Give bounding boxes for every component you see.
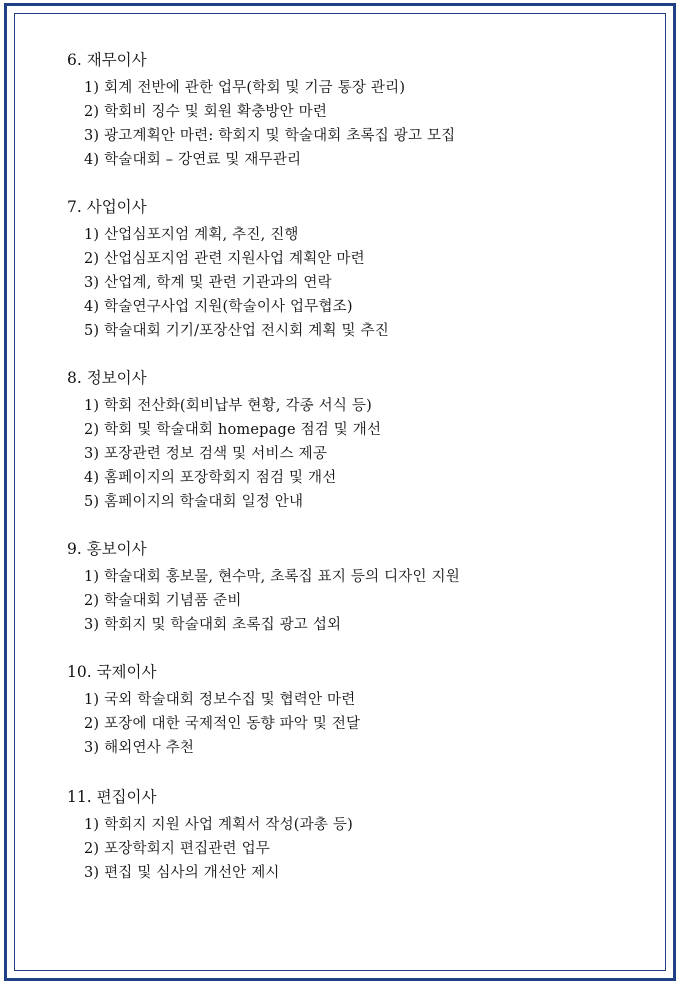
list-item: 2) 학회비 징수 및 회원 확충방안 마련 (84, 104, 328, 120)
list-item: 2) 산업심포지엄 관련 지원사업 계획안 마련 (84, 251, 365, 267)
section-heading: 7. 사업이사 (67, 198, 147, 216)
list-item: 1) 회계 전반에 관한 업무(학회 및 기금 통장 관리) (84, 80, 406, 96)
list-item: 3) 포장관련 정보 검색 및 서비스 제공 (84, 446, 328, 462)
section-heading: 9. 홍보이사 (67, 540, 147, 558)
list-item: 4) 학술연구사업 지원(학술이사 업무협조) (84, 299, 353, 315)
list-item: 2) 학회 및 학술대회 homepage 점검 및 개선 (84, 422, 382, 438)
section-heading: 6. 재무이사 (67, 51, 147, 69)
list-item: 2) 포장에 대한 국제적인 동향 파악 및 전달 (84, 716, 361, 732)
section-heading: 8. 정보이사 (67, 369, 147, 387)
list-item: 3) 산업계, 학계 및 관련 기관과의 연락 (84, 275, 332, 291)
section-heading: 10. 국제이사 (67, 663, 157, 681)
list-item: 3) 편집 및 심사의 개선안 제시 (84, 865, 280, 881)
list-item: 2) 학술대회 기념품 준비 (84, 593, 242, 609)
list-item: 2) 포장학회지 편집관련 업무 (84, 841, 270, 857)
list-item: 1) 학회지 지원 사업 계획서 작성(과총 등) (84, 817, 353, 833)
list-item: 4) 학술대회 – 강연료 및 재무관리 (84, 152, 302, 168)
list-item: 1) 학술대회 홍보물, 현수막, 초록집 표지 등의 디자인 지원 (84, 569, 460, 585)
list-item: 3) 광고계획안 마련: 학회지 및 학술대회 초록집 광고 모집 (84, 128, 456, 144)
list-item: 5) 학술대회 기기/포장산업 전시회 계획 및 추진 (84, 323, 389, 339)
list-item: 5) 홈페이지의 학술대회 일정 안내 (84, 494, 304, 510)
list-item: 4) 홈페이지의 포장학회지 점검 및 개선 (84, 470, 337, 486)
list-item: 1) 학회 전산화(회비납부 현황, 각종 서식 등) (84, 398, 372, 414)
list-item: 3) 학회지 및 학술대회 초록집 광고 섭외 (84, 617, 342, 633)
list-item: 1) 산업심포지엄 계획, 추진, 진행 (84, 227, 299, 243)
section-heading: 11. 편집이사 (67, 788, 157, 806)
list-item: 3) 해외연사 추천 (84, 740, 195, 756)
list-item: 1) 국외 학술대회 정보수집 및 협력안 마련 (84, 692, 356, 708)
